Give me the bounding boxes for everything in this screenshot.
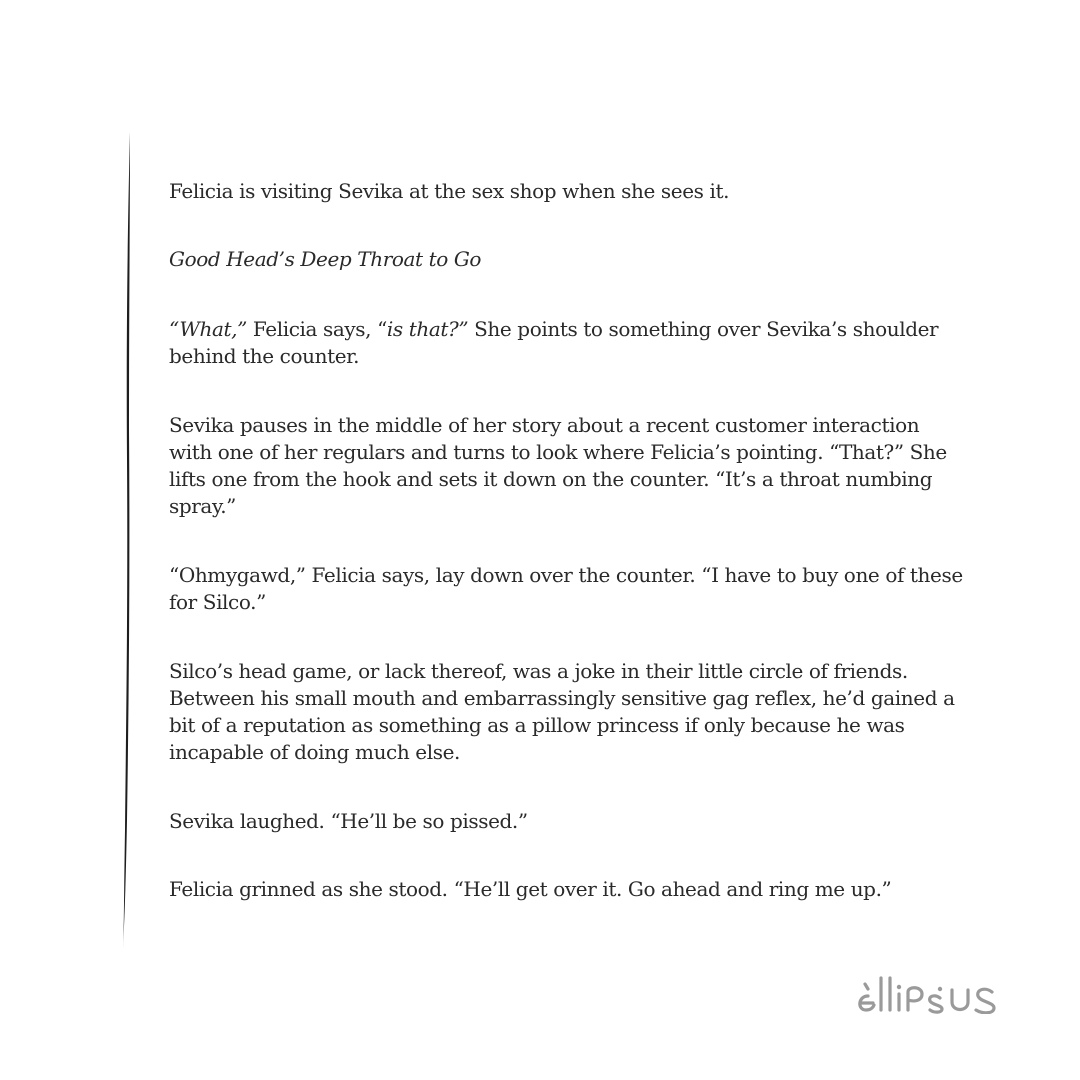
paragraph-8	[169, 876, 969, 903]
paragraph-6	[169, 658, 969, 766]
paragraph-1	[169, 178, 969, 205]
paragraph-4-line: spray.”	[169, 494, 236, 518]
paragraph-5	[169, 562, 969, 616]
paragraph-3	[169, 316, 969, 370]
paragraph-1-line: Felicia is visiting Sevika at the sex shop when she sees it.	[169, 179, 730, 203]
paragraph-3-line-2: behind the counter.	[169, 344, 360, 368]
paragraph-5-line: for Silco.”	[169, 590, 266, 614]
paragraph-4-line: lifts one from the hook and sets it down on the counter. “It’s a throat numbing	[169, 467, 933, 491]
paragraph-6-line: bit of a reputation as something as a pillow princess if only because he was	[169, 713, 905, 737]
paragraph-4-line: Sevika pauses in the middle of her story about a recent customer interaction	[169, 413, 920, 437]
paragraph-8-line: Felicia grinned as she stood. “He’ll get over it. Go ahead and ring me up.”	[169, 877, 892, 901]
paragraph-7-line: Sevika laughed. “He’ll be so pissed.”	[169, 809, 528, 833]
paragraph-4	[169, 412, 969, 520]
paragraph-6-line: Between his small mouth and embarrassingly sensitive gag reflex, he’d gained a	[169, 686, 955, 710]
paragraph-6-line: Silco’s head game, or lack thereof, was a joke in their little circle of friends.	[169, 659, 908, 683]
dialog-tag: Felicia says, “	[246, 317, 387, 341]
paragraph-4-line: with one of her regulars and turns to look where Felicia’s pointing. “That?” She	[169, 440, 947, 464]
paragraph-7	[169, 808, 969, 835]
product-name-line: Good Head’s Deep Throat to Go	[169, 247, 482, 271]
paragraph-6-line: incapable of doing much else.	[169, 740, 460, 764]
action-text: She points to something over Sevika’s shoulder	[468, 317, 939, 341]
paragraph-3-line-1	[169, 316, 969, 343]
quote-what: “What,”	[169, 317, 247, 341]
product-name	[169, 246, 969, 273]
brush-stroke-line	[112, 130, 140, 950]
paragraph-5-line: “Ohmygawd,” Felicia says, lay down over the counter. “I have to buy one of these	[169, 563, 963, 587]
quote-is-that: is that?”	[386, 317, 469, 341]
ellipsus-logo	[852, 970, 1004, 1014]
